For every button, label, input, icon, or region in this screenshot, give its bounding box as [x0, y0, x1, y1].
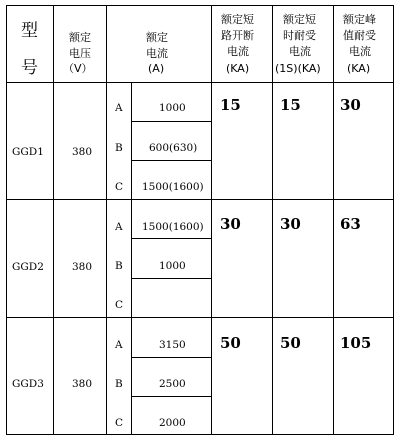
col-divider-breaking: [272, 5, 273, 435]
row-model: GGD1: [12, 146, 44, 158]
current-value: 600(630): [149, 142, 198, 154]
header-voltage-line1: 额定: [69, 31, 91, 44]
table-border-top: [6, 5, 394, 6]
grade-label: A: [115, 221, 123, 233]
subrow-line: [131, 396, 211, 397]
header-withstand-line1: 额定短: [283, 13, 316, 26]
subrow-line: [131, 160, 211, 161]
withstand-current-value: 15: [280, 96, 301, 114]
peak-current-value: 105: [340, 334, 372, 352]
withstand-current-value: 30: [280, 215, 301, 233]
group-divider-2: [6, 317, 394, 318]
header-withstand-line3: 电流: [289, 45, 311, 58]
grade-label: A: [115, 339, 123, 351]
header-peak-line1: 额定峰: [343, 13, 376, 26]
header-breaking-line1: 额定短: [221, 13, 254, 26]
col-divider-voltage: [106, 5, 107, 435]
header-current-line1: 额定: [146, 31, 168, 44]
current-value: 1000: [159, 102, 186, 114]
header-current-unit: (A): [148, 62, 165, 75]
header-peak-unit: (KA): [347, 62, 371, 75]
grade-label: A: [115, 102, 123, 114]
current-value: 1500(1600): [142, 221, 204, 233]
subrow-line: [131, 238, 211, 239]
header-breaking-line3: 电流: [227, 45, 249, 58]
row-voltage: 380: [72, 378, 93, 390]
subrow-line: [131, 121, 211, 122]
header-breaking-unit: (KA): [226, 62, 250, 75]
header-breaking-line2: 路开断: [221, 29, 254, 42]
breaking-current-value: 50: [220, 334, 241, 352]
row-voltage: 380: [72, 261, 93, 273]
row-voltage: 380: [72, 146, 93, 158]
grade-label: C: [115, 417, 124, 429]
current-value: 1000: [159, 260, 186, 272]
header-withstand-unit: (1S)(KA): [275, 62, 321, 75]
peak-current-value: 30: [340, 96, 361, 114]
table-border-bottom: [6, 434, 394, 435]
header-voltage-unit: （V）: [63, 62, 93, 75]
withstand-current-value: 50: [280, 334, 301, 352]
header-voltage-line2: 电压: [69, 47, 91, 60]
col-divider-withstand: [333, 5, 334, 435]
breaking-current-value: 15: [220, 96, 241, 114]
header-withstand-line2: 时耐受: [283, 29, 316, 42]
subrow-line: [131, 278, 211, 279]
col-divider-model: [53, 5, 54, 435]
current-value: 1500(1600): [142, 181, 204, 193]
col-divider-grade: [131, 83, 132, 435]
current-value: 2500: [159, 378, 186, 390]
header-peak-line3: 电流: [349, 45, 371, 58]
header-model-line1: 型: [21, 21, 38, 41]
header-divider: [6, 82, 394, 83]
col-divider-current: [211, 5, 212, 435]
peak-current-value: 63: [340, 215, 361, 233]
group-divider-1: [6, 199, 394, 200]
header-model-line2: 号: [21, 58, 38, 78]
table-border-left: [6, 5, 7, 435]
header-current-line2: 电流: [146, 47, 168, 60]
grade-label: C: [115, 299, 124, 311]
table-border-right: [393, 5, 394, 435]
grade-label: B: [115, 378, 123, 390]
grade-label: B: [115, 260, 123, 272]
current-value: 2000: [159, 417, 186, 429]
header-peak-line2: 值耐受: [343, 29, 376, 42]
subrow-line: [131, 357, 211, 358]
grade-label: C: [115, 181, 124, 193]
row-model: GGD3: [12, 378, 44, 390]
grade-label: B: [115, 142, 123, 154]
row-model: GGD2: [12, 261, 44, 273]
current-value: 3150: [159, 339, 186, 351]
breaking-current-value: 30: [220, 215, 241, 233]
